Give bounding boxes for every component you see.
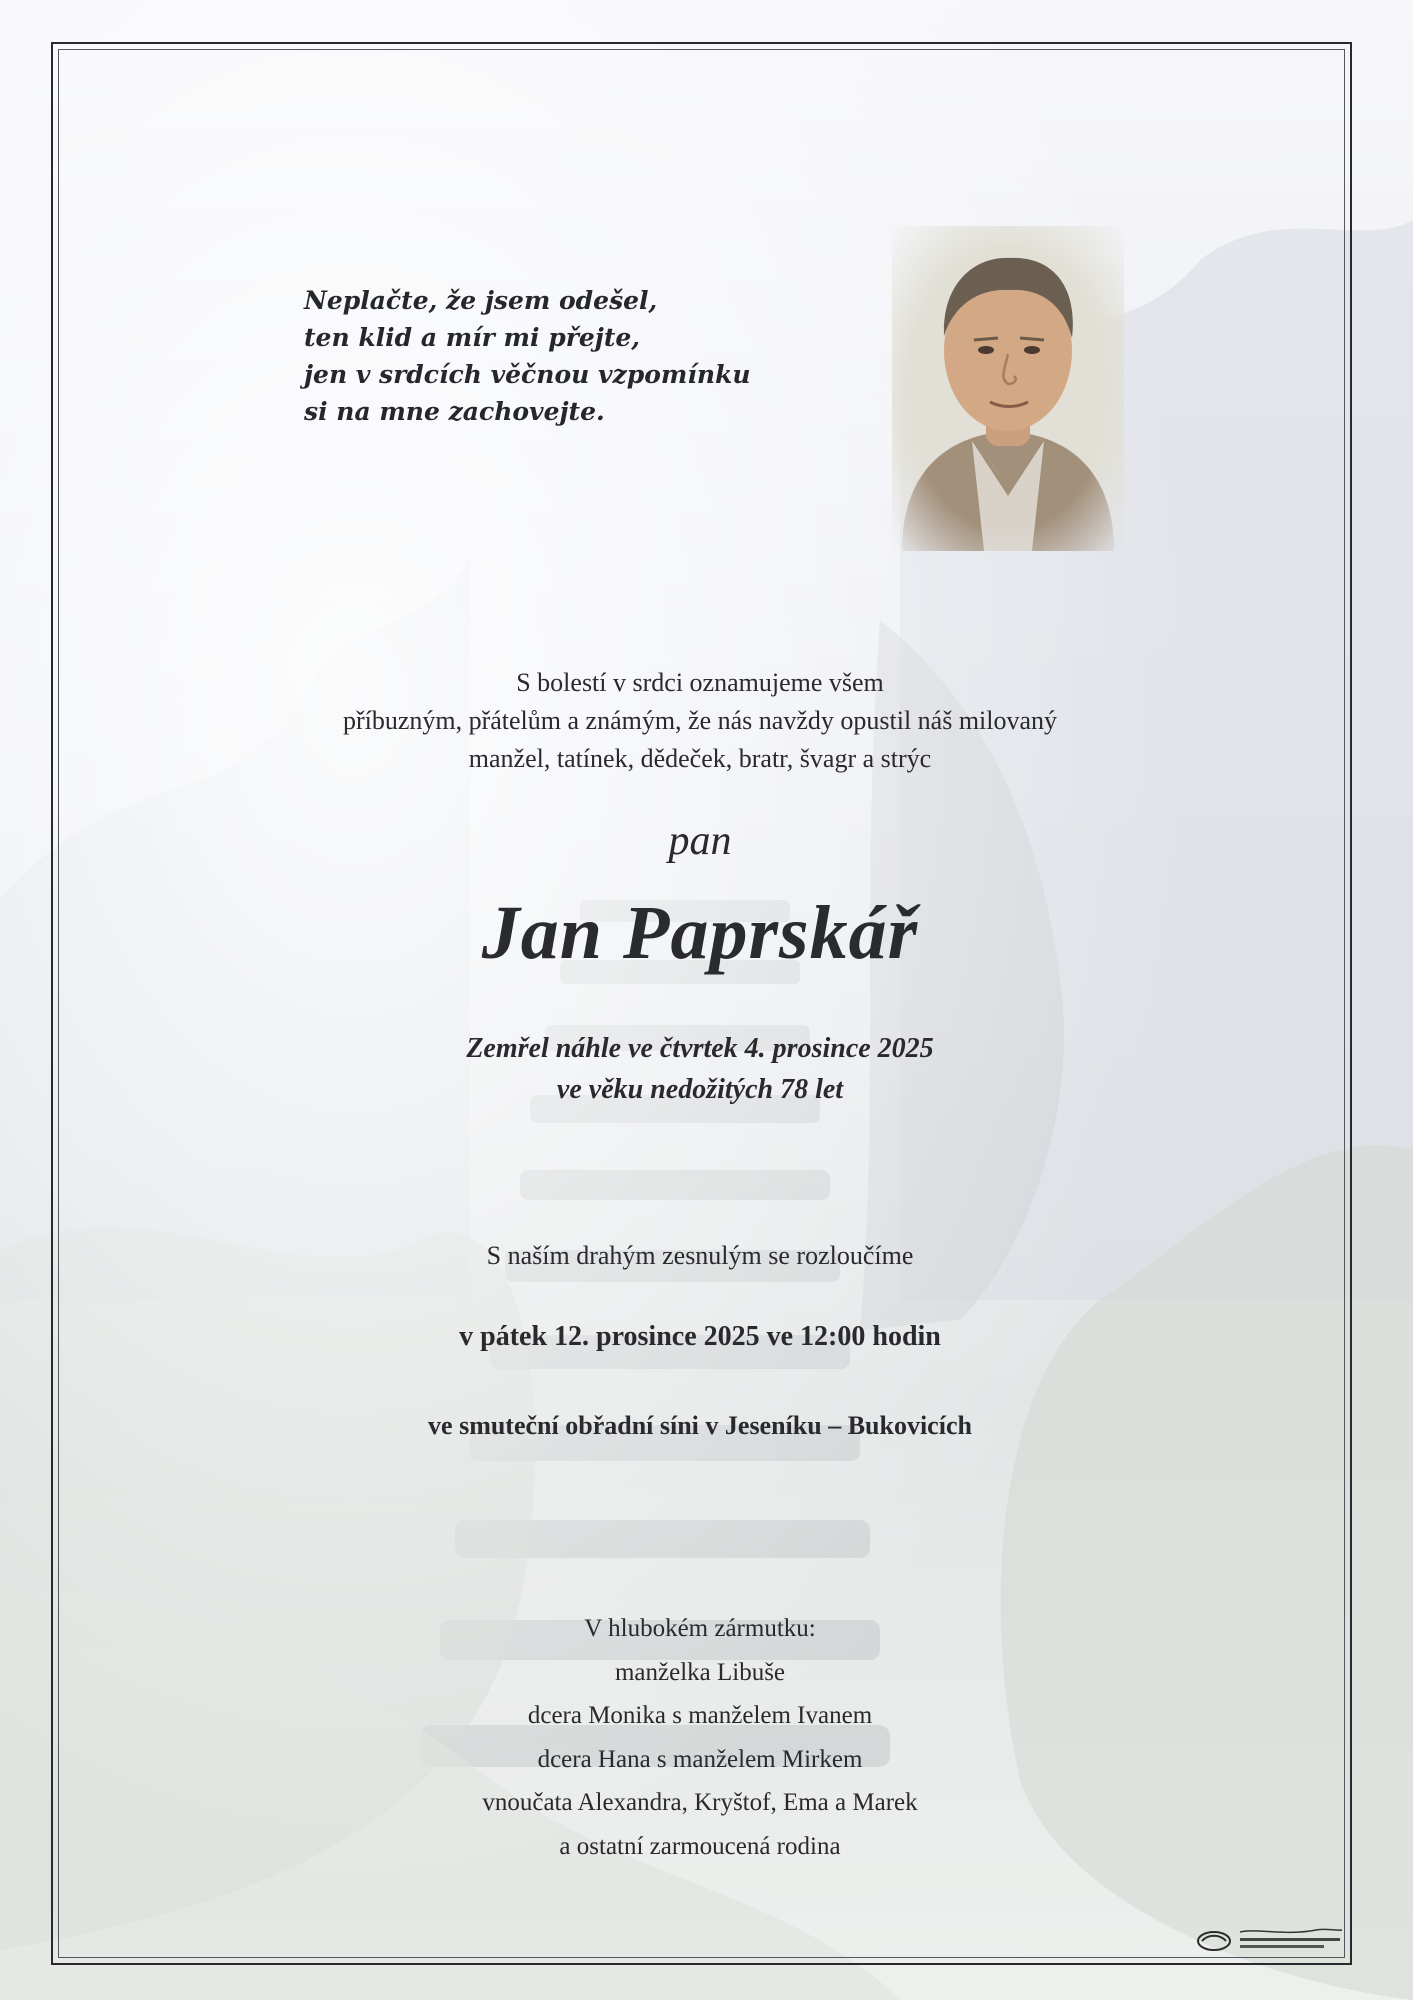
title-pan: pan (668, 818, 732, 864)
motto-line: ten klid a mír mi přejte, (304, 323, 640, 352)
deceased-name: Jan Paprskář (481, 891, 919, 975)
death-details (120, 1028, 1280, 1110)
motto-verse (304, 282, 864, 430)
mourner-line: dcera Monika s manželem Ivanem (527, 1702, 873, 1729)
ceremony-place: ve smuteční obřadní síni v Jeseníku – Bukovicích (428, 1411, 972, 1440)
motto-line: si na mne zachovejte. (304, 397, 605, 426)
intro-line: příbuzným, přátelům a známým, že nás navždy opustil náš milovaný (342, 706, 1058, 735)
mourner-line: manželka Libuše (614, 1658, 786, 1686)
age-line: ve věku nedožitých 78 let (556, 1074, 844, 1105)
motto-line: jen v srdcích věčnou vzpomínku (304, 360, 751, 389)
mourner-line: vnoučata Alexandra, Kryštof, Ema a Marek (482, 1789, 918, 1816)
mourners-list (120, 1607, 1280, 1868)
funeral-service-stamp-logo (1196, 1922, 1346, 1958)
ceremony-datetime: v pátek 12. prosince 2025 ve 12:00 hodin (459, 1321, 941, 1352)
mourner-line: dcera Hana s manželem Mirkem (537, 1745, 863, 1773)
announcement-intro (120, 664, 1280, 778)
mourners-heading: V hlubokém zármutku: (584, 1615, 816, 1642)
mourner-line: a ostatní zarmoucená rodina (559, 1832, 841, 1860)
intro-line: S bolestí v srdci oznamujeme všem (516, 668, 884, 697)
portrait-photo (892, 226, 1124, 551)
farewell-text: S naším drahým zesnulým se rozloučíme (486, 1241, 914, 1270)
motto-line: Neplačte, že jsem odešel, (304, 286, 658, 315)
death-date-line: Zemřel náhle ve čtvrtek 4. prosince 2025 (466, 1033, 934, 1064)
intro-line: manžel, tatínek, dědeček, bratr, švagr a strýc (468, 744, 932, 773)
